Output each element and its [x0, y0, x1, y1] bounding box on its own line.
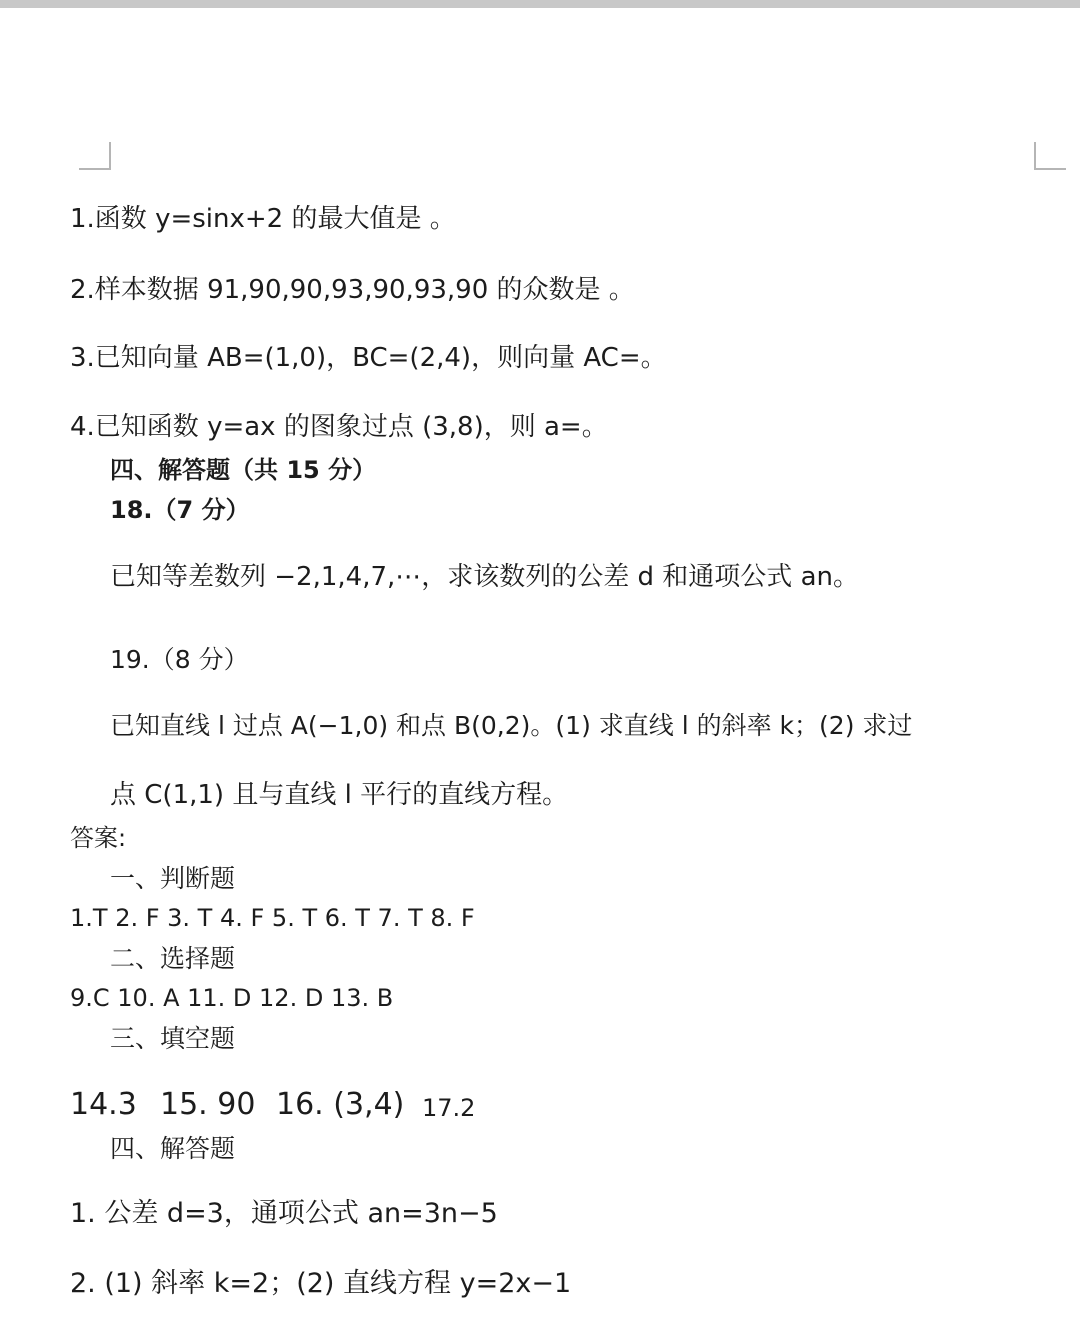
answer-15: 15. 90: [160, 1087, 256, 1122]
answers-section-1-line: 1.T 2. F 3. T 4. F 5. T 6. T 7. T 8. F: [70, 904, 475, 932]
question-18-text: 已知等差数列 −2,1,4,7,⋯，求该数列的公差 d 和通项公式 an。: [110, 562, 859, 592]
answers-section-1-heading: 一、判断题: [110, 864, 236, 893]
question-19-text-line1: 已知直线 l 过点 A(−1,0) 和点 B(0,2)。(1) 求直线 l 的斜率 k；(2) 求过: [110, 711, 913, 740]
answers-section-4-answer-1: 1. 公差 d=3，通项公式 an=3n−5: [70, 1198, 498, 1229]
section-heading-solve: 四、解答题（共 15 分）: [110, 456, 377, 484]
page-margin-corner-right: [1034, 142, 1066, 170]
answers-section-4-answer-2: 2. (1) 斜率 k=2；(2) 直线方程 y=2x−1: [70, 1268, 572, 1299]
answers-section-2-heading: 二、选择题: [110, 944, 236, 973]
question-2: 2.样本数据 91,90,90,93,90,93,90 的众数是 。: [70, 275, 635, 305]
question-4: 4.已知函数 y=ax 的图象过点 (3,8)，则 a=。: [70, 412, 608, 442]
question-19-text-line2: 点 C(1,1) 且与直线 l 平行的直线方程。: [110, 780, 569, 810]
answer-14: 14.3: [70, 1087, 137, 1122]
page-margin-corner-left: [79, 142, 111, 170]
answer-16: 16. (3,4): [276, 1087, 405, 1122]
answers-title: 答案:: [70, 824, 127, 852]
answers-section-2-line: 9.C 10. A 11. D 12. D 13. B: [70, 984, 394, 1012]
question-1: 1.函数 y=sinx+2 的最大值是 。: [70, 204, 456, 234]
answers-section-3-heading: 三、填空题: [110, 1024, 236, 1053]
question-18-label: 18.（7 分）: [110, 496, 250, 524]
answer-17: 17.2: [422, 1094, 476, 1122]
question-3: 3.已知向量 AB=(1,0)，BC=(2,4)，则向量 AC=。: [70, 343, 667, 373]
question-19-label: 19.（8 分）: [110, 645, 249, 674]
window-top-bar: [0, 0, 1080, 8]
answers-section-4-heading: 四、解答题: [110, 1134, 236, 1163]
